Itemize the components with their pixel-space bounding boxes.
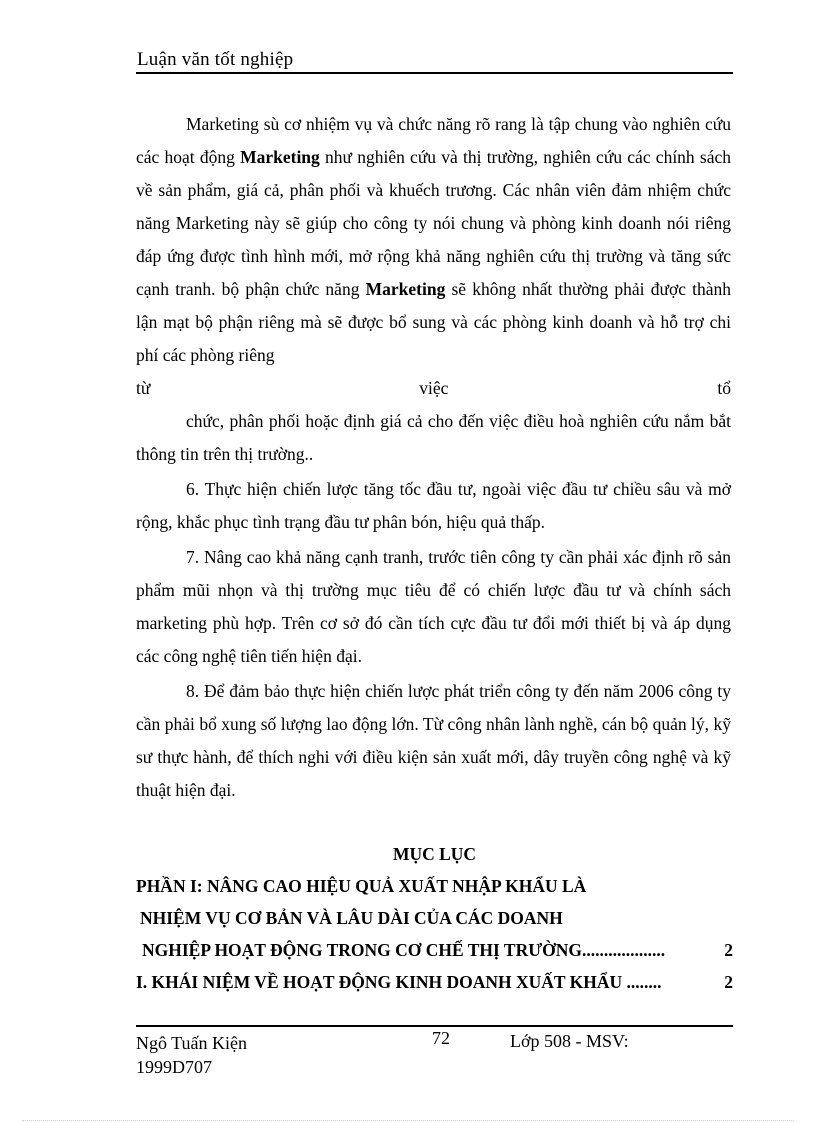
toc-title: MỤC LỤC <box>392 844 477 864</box>
spread-word: tổ <box>717 378 731 398</box>
toc-entry-title: I. KHÁI NIỆM VỀ HOẠT ĐỘNG KINH DOANH XUẤT KHẨU <box>136 972 623 992</box>
text-run: sẽ không nhất thường phải được thành lận mạt bộ phận riêng mà sẽ được bổ sung và các phòng kinh doanh và hỗ trợ chi phí các phòng riêng <box>136 279 731 365</box>
toc-leader-dots: ................... <box>582 940 666 960</box>
page-edge-divider <box>22 1120 794 1121</box>
footer-author-block <box>136 1031 247 1079</box>
text-run: Marketing sù cơ nhiệm vụ và chức năng rõ rang là tập chung vào nghiên cứu các hoạt động <box>136 114 731 167</box>
paragraph-item-6: 6. Thực hiện chiến lược tăng tốc đầu tư, ngoài việc đầu tư chiều sâu và mở rộng, khắc phục tình trạng đầu tư phân bón, hiệu quả thấp. <box>136 479 731 532</box>
toc-entry-part1-line2[interactable]: NHIỆM VỤ CƠ BẢN VÀ LÂU DÀI CỦA CÁC DOANH <box>140 908 563 928</box>
paragraph-item-7: 7. Nâng cao khả năng cạnh tranh, trước tiên công ty cần phải xác định rõ sản phẩm mũi nhọn và thị trường mục tiêu để có chiến lược đầu tư và chính sách marketing phù hợp. Trên cơ sở đó cần tích cực đầu tư đổi mới thiết bị và áp dụng các công nghệ tiên tiến hiện đại. <box>136 547 731 666</box>
paragraph-item-8: 8. Để đảm bảo thực hiện chiến lược phát triển công ty đến năm 2006 công ty cần phải bổ xung số lượng lao động lớn. Từ công nhân lành nghề, cán bộ quản lý, kỹ sư thực hành, để thích nghi với điều kiện sản xuất mới, dây truyền công nghệ và kỹ thuật hiện đại. <box>136 681 731 800</box>
spread-line <box>136 372 731 405</box>
toc-entry-title: NGHIỆP HOẠT ĐỘNG TRONG CƠ CHẾ THỊ TRƯỜNG <box>142 940 583 960</box>
footer-author: Ngô Tuấn Kiện <box>136 1033 248 1053</box>
footer-student-id: 1999D707 <box>136 1057 212 1077</box>
bold-term: Marketing <box>365 279 446 299</box>
spread-word: việc <box>419 378 449 398</box>
header-rule <box>136 72 733 74</box>
footer-rule <box>136 1025 733 1027</box>
footer-class-info: Lớp 508 - MSV: <box>510 1031 629 1051</box>
toc-entry-section1[interactable] <box>136 966 733 998</box>
toc-leader-dots: ........ <box>626 972 662 992</box>
toc-page-number: 2 <box>724 940 733 960</box>
toc-page-number: 2 <box>724 972 733 992</box>
running-header: Luận văn tốt nghiệp <box>137 49 294 70</box>
toc-entry-text <box>136 966 662 998</box>
spread-word: từ <box>136 378 151 398</box>
table-of-contents <box>136 838 733 998</box>
paragraph-continued: chức, phân phối hoặc định giá cả cho đến việc điều hoà nghiên cứu nắm bắt thông tin trên thị trường.. <box>136 411 731 464</box>
bold-term: Marketing <box>240 147 320 167</box>
toc-entry-part1-line1[interactable]: PHẦN I: NÂNG CAO HIỆU QUẢ XUẤT NHẬP KHẨU LÀ <box>136 876 587 896</box>
toc-entry-part1-line3[interactable] <box>136 934 733 966</box>
toc-entry-text <box>142 934 665 966</box>
paragraph-marketing <box>136 108 731 372</box>
page-number: 72 <box>432 1028 450 1048</box>
body-text <box>136 108 731 807</box>
text-run: như nghiên cứu và thị trường, nghiên cứu các chính sách về sản phẩm, giá cả, phân phối và khuếch trương. Các nhân viên đảm nhiệm chức năng Marketing này sẽ giúp cho công ty nói chung và phòng kinh doanh nói riêng đáp ứng được tình hình mới, mở rộng khả năng nghiên cứu thị trường và tăng sức cạnh tranh. bộ phận chức năng <box>136 147 731 299</box>
